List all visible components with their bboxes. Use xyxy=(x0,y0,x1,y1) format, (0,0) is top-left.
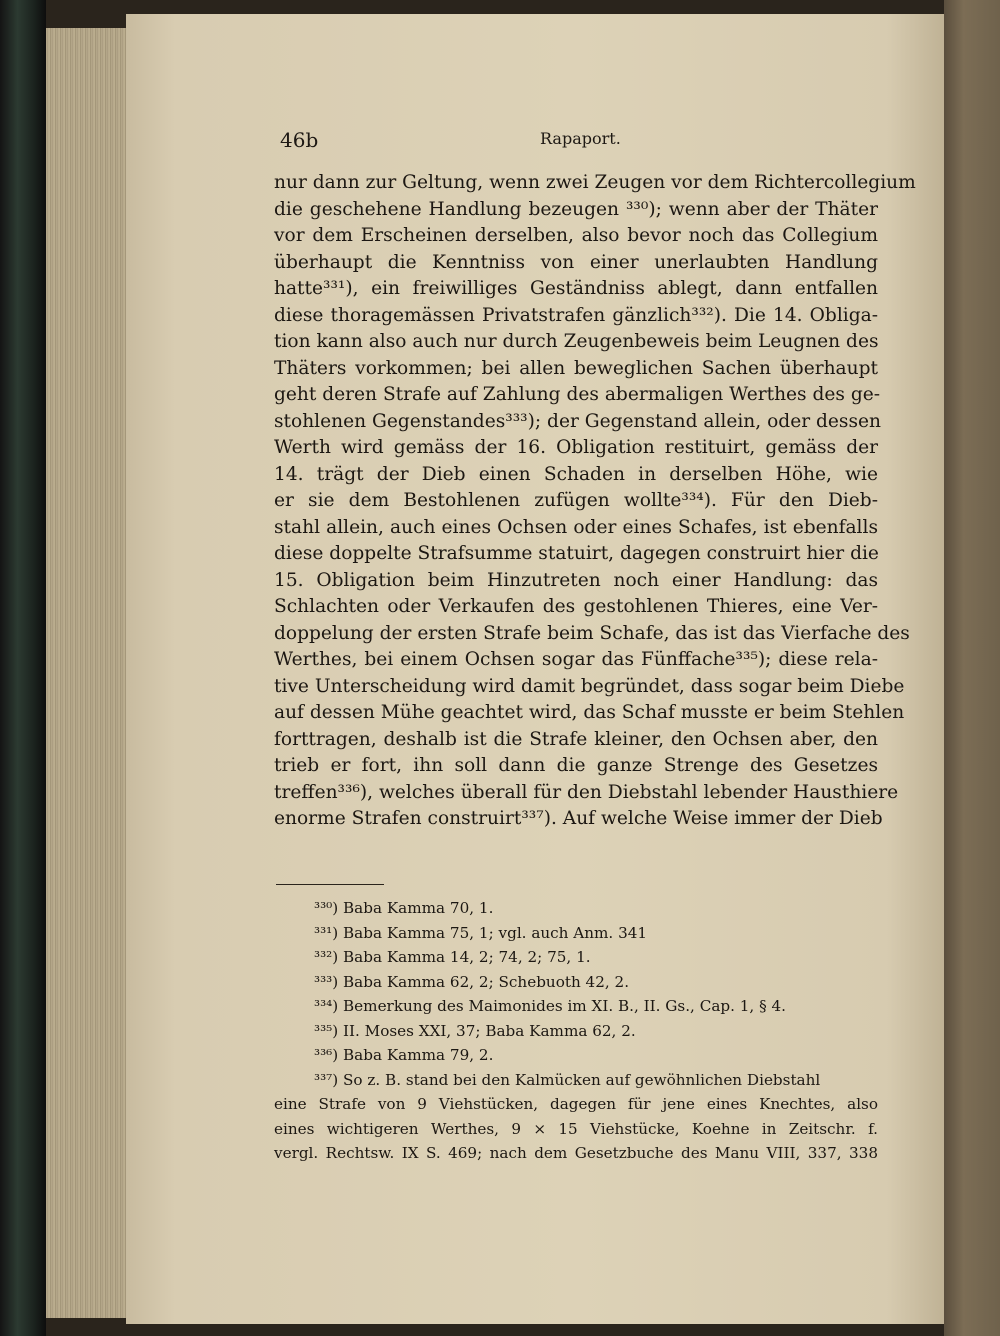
text-line: stahl allein, auch eines Ochsen oder eines Schafes, ist ebenfalls xyxy=(274,516,878,538)
text-line: Thäters vorkommen; bei allen beweglichen Sachen überhaupt xyxy=(274,357,878,379)
footnote-337: ³³⁷) So z. B. stand bei den Kalmücken auf gewöhnlichen Diebstahl xyxy=(314,1070,821,1089)
footnotes xyxy=(274,896,878,1166)
text-line: nur dann zur Geltung, wenn zwei Zeugen vor dem Richtercollegium xyxy=(274,172,916,193)
text-line: überhaupt die Kenntniss von einer unerlaubten Handlung xyxy=(274,251,878,273)
footnote-335: ³³⁵) II. Moses XXI, 37; Baba Kamma 62, 2. xyxy=(314,1021,636,1040)
text-line: vor dem Erscheinen derselben, also bevor noch das Collegium xyxy=(274,225,878,246)
page-edges xyxy=(46,28,130,1318)
text-line: diese doppelte Strafsumme statuirt, dagegen construirt hier die xyxy=(274,543,879,564)
facing-page-gutter xyxy=(944,0,1000,1336)
text-line: auf dessen Mühe geachtet wird, das Schaf musste er beim Stehlen xyxy=(274,702,905,723)
footnote-334: ³³⁴) Bemerkung des Maimonides im XI. B., II. Gs., Cap. 1, § 4. xyxy=(314,997,786,1015)
page-header xyxy=(276,128,876,152)
footnote-337-continuation: eine Strafe von 9 Viehstücken, dagegen für jene eines Knechtes, also xyxy=(274,1095,878,1113)
text-line: Schlachten oder Verkaufen des gestohlenen Thieres, eine Ver- xyxy=(274,596,878,617)
text-line: 14. trägt der Dieb einen Schaden in derselben Höhe, wie xyxy=(274,463,878,485)
text-line: treffen³³⁶), welches überall für den Diebstahl lebender Hausthiere xyxy=(274,781,899,803)
text-line: 15. Obligation beim Hinzutreten noch einer Handlung: das xyxy=(274,569,878,591)
text-line: enorme Strafen construirt³³⁷). Auf welche Weise immer der Dieb xyxy=(274,808,883,829)
footnote-330: ³³⁰) Baba Kamma 70, 1. xyxy=(314,899,494,917)
text-line: er sie dem Bestohlenen zufügen wollte³³⁴). Für den Dieb- xyxy=(274,490,878,511)
book-spine xyxy=(0,0,46,1336)
text-line: stohlenen Gegenstandes³³³); der Gegenstand allein, oder dessen xyxy=(274,410,881,432)
body-text xyxy=(274,170,916,833)
running-head: Rapaport. xyxy=(540,129,621,148)
text-line: tion kann also auch nur durch Zeugenbeweis beim Leugnen des xyxy=(274,331,879,352)
text-line: diese thoragemässen Privatstrafen gänzlich³³²). Die 14. Obliga- xyxy=(274,304,878,326)
footnote-337-continuation: eines wichtigeren Werthes, 9 × 15 Viehstücke, Koehne in Zeitschr. f. xyxy=(274,1119,878,1138)
text-line: doppelung der ersten Strafe beim Schafe, das ist das Vierfache des xyxy=(274,622,910,644)
footnote-rule xyxy=(276,884,384,885)
text-line: Werth wird gemäss der 16. Obligation restituirt, gemäss der xyxy=(274,437,878,458)
footnote-336: ³³⁶) Baba Kamma 79, 2. xyxy=(314,1046,494,1064)
text-line: Werthes, bei einem Ochsen sogar das Fünffache³³⁵); diese rela- xyxy=(274,649,878,670)
footnote-337-continuation: vergl. Rechtsw. IX S. 469; nach dem Gesetzbuche des Manu VIII, 337, 338 xyxy=(274,1144,878,1162)
page-number: 46b xyxy=(280,128,319,152)
text-line: tive Unterscheidung wird damit begründet, dass sogar beim Diebe xyxy=(274,675,905,697)
text-line: forttragen, deshalb ist die Strafe kleiner, den Ochsen aber, den xyxy=(274,728,878,750)
text-line: die geschehene Handlung bezeugen ³³⁰); wenn aber der Thäter xyxy=(274,198,878,220)
text-line: hatte³³¹), ein freiwilliges Geständniss ablegt, dann entfallen xyxy=(274,278,878,299)
footnote-331: ³³¹) Baba Kamma 75, 1; vgl. auch Anm. 341 xyxy=(314,923,648,942)
text-line: trieb er fort, ihn soll dann die ganze Strenge des Gesetzes xyxy=(274,755,878,776)
footnote-333: ³³³) Baba Kamma 62, 2; Schebuoth 42, 2. xyxy=(314,972,630,991)
text-line: geht deren Strafe auf Zahlung des abermaligen Werthes des ge- xyxy=(274,384,881,405)
footnote-332: ³³²) Baba Kamma 14, 2; 74, 2; 75, 1. xyxy=(314,948,591,966)
